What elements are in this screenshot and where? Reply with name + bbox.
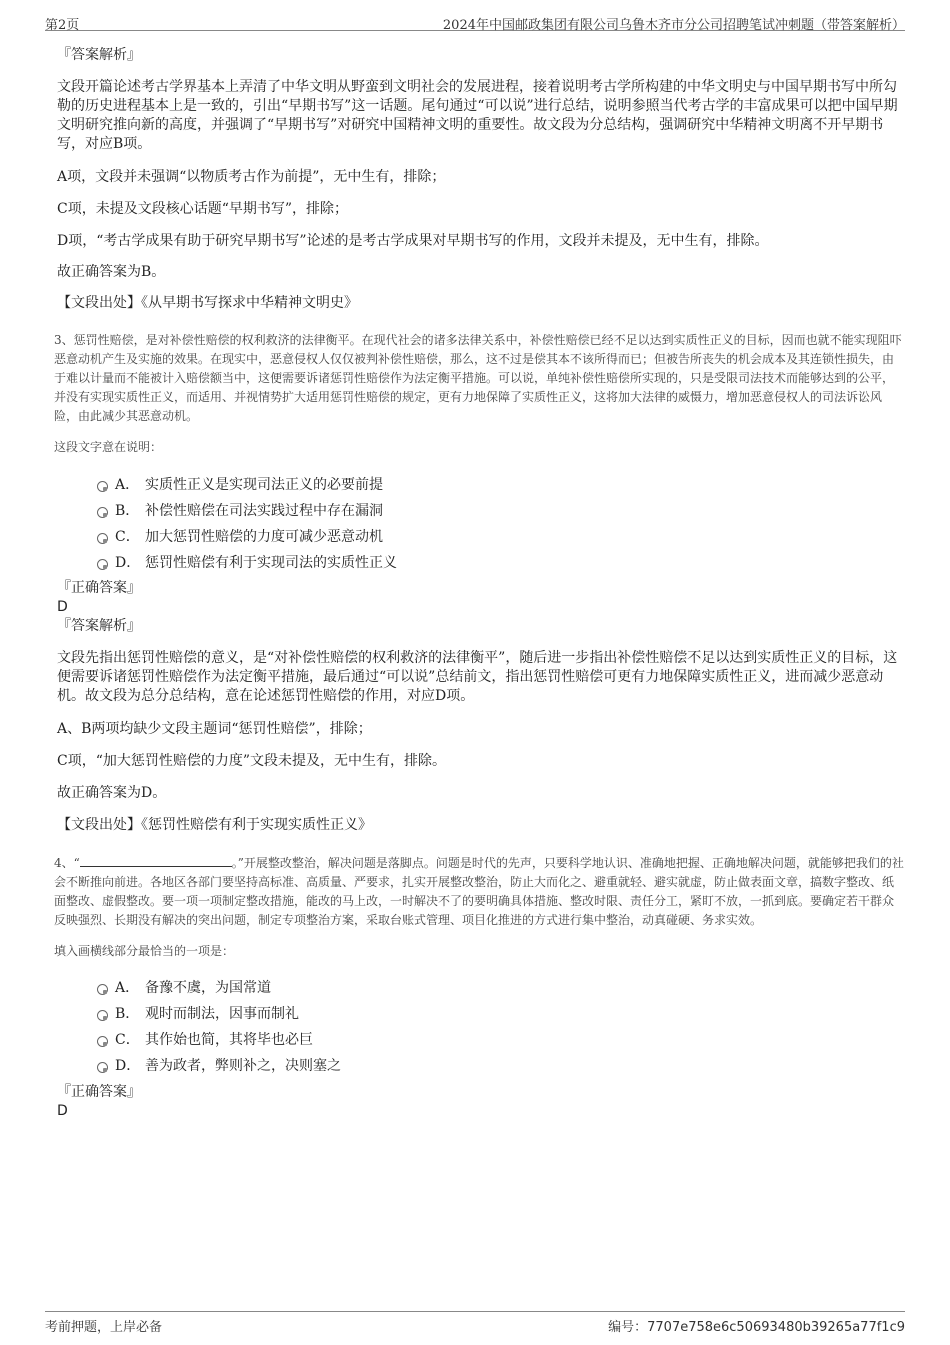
- option-letter: C．: [115, 1032, 140, 1048]
- footer-code: [608, 1316, 905, 1335]
- q2-explain-c: C项，未提及文段核心话题“早期书写”，排除；: [57, 201, 349, 217]
- option-letter: B．: [115, 1006, 140, 1022]
- radio-icon[interactable]: [97, 507, 108, 518]
- option-text: 其作始也简，其将毕也必巨: [145, 1032, 313, 1048]
- radio-icon[interactable]: [97, 984, 108, 995]
- fill-blank: [80, 854, 232, 867]
- q4-option-c[interactable]: [57, 1027, 905, 1053]
- option-text: 惩罚性赔偿有利于实现司法的实质性正义: [145, 555, 397, 571]
- q2-explain-d: D项，“考古学成果有助于研究早期书写”论述的是考古学成果对早期书写的作用，文段并未提及，无中生有，排除。: [57, 233, 769, 249]
- radio-icon[interactable]: [97, 1036, 108, 1047]
- option-letter: D．: [115, 555, 141, 571]
- q3-analysis-tag: 『答案解析』: [57, 618, 141, 634]
- option-letter: D．: [115, 1058, 141, 1074]
- radio-icon[interactable]: [97, 1062, 108, 1073]
- option-letter: A．: [115, 477, 140, 493]
- radio-icon[interactable]: [97, 481, 108, 492]
- q4-question: [54, 854, 905, 930]
- q2-source: 【文段出处】《从早期书写探求中华精神文明史》: [57, 295, 358, 311]
- page-number: 第2页: [45, 18, 80, 33]
- q4-options: [57, 975, 905, 1079]
- q3-explain-c: C项，“加大惩罚性赔偿的力度”文段未提及，无中生有，排除。: [57, 753, 447, 769]
- q4-option-d[interactable]: [57, 1053, 905, 1079]
- q4-question-prefix: 4、“: [54, 856, 80, 870]
- q3-explain-ab: A、B两项均缺少文段主题词“惩罚性赔偿”，排除；: [57, 721, 372, 737]
- document-title: 2024年中国邮政集团有限公司乌鲁木齐市分公司招聘笔试冲刺题（带答案解析）: [442, 18, 905, 33]
- q2-analysis-tag: 『答案解析』: [57, 47, 141, 63]
- page-footer: [45, 1311, 905, 1342]
- option-letter: B．: [115, 503, 140, 519]
- option-text: 加大惩罚性赔偿的力度可减少恶意动机: [145, 529, 383, 545]
- q3-answer-tag: 『正确答案』: [57, 580, 141, 596]
- q4-option-a[interactable]: [57, 975, 905, 1001]
- q4-option-b[interactable]: [57, 1001, 905, 1027]
- q3-answer: D: [57, 599, 68, 615]
- radio-icon[interactable]: [97, 1010, 108, 1021]
- option-letter: C．: [115, 529, 140, 545]
- q3-prompt: 这段文字意在说明：: [54, 440, 163, 454]
- q4-answer: D: [57, 1103, 68, 1119]
- q4-prompt: 填入画横线部分最恰当的一项是：: [54, 944, 235, 958]
- q3-final-answer: 故正确答案为D。: [57, 785, 167, 801]
- q3-option-b[interactable]: [57, 498, 905, 524]
- q3-source: 【文段出处】《惩罚性赔偿有利于实现实质性正义》: [57, 817, 372, 833]
- page-content: [54, 45, 905, 1120]
- option-text: 备豫不虞，为国常道: [145, 980, 271, 996]
- q3-option-d[interactable]: [57, 550, 905, 576]
- option-text: 善为政者，弊则补之，决则塞之: [145, 1058, 341, 1074]
- radio-icon[interactable]: [97, 559, 108, 570]
- q3-option-c[interactable]: [57, 524, 905, 550]
- option-text: 观时而制法，因事而制礼: [145, 1006, 299, 1022]
- q2-final-answer: 故正确答案为B。: [57, 264, 166, 280]
- option-text: 实质性正义是实现司法正义的必要前提: [145, 477, 383, 493]
- q2-analysis: 文段开篇论述考古学界基本上弄清了中华文明从野蛮到文明社会的发展进程，接着说明考古学所构建的中华文明史与中国早期书写中所勾勒的历史进程基本上是一致的，引出“早期书写”这一话题。尾句通过“可以说”进行总结，说明参照当代考古学的丰富成果可以把中国早期文明研究推向新的高度，并强调了“早期书写”对研究中国精神文明的重要性。故文段为分总结构，强调研究中华精神文明离不开早期书写，对应B项。: [57, 79, 898, 152]
- q3-option-a[interactable]: [57, 472, 905, 498]
- q4-answer-tag: 『正确答案』: [57, 1084, 141, 1100]
- option-letter: A．: [115, 980, 140, 996]
- q3-options: [57, 472, 905, 576]
- q4-question-body: 。”开展整改整治，解决问题是落脚点。问题是时代的先声，只要科学地认识、准确地把握、正确地解决问题，就能够把我们的社会不断推向前进。各地区各部门要坚持高标准、高质量、严要求，扎实开展整改整治，防止大而化之、避重就轻、避实就虚，防止做表面文章，搞数字整改、纸面整改、虚假整改。要一项一项制定整改措施，能改的马上改，一时解决不了的要明确具体措施、整改时限、责任分工，紧盯不放，一抓到底。要确定若干群众反映强烈、长期没有解决的突出问题，制定专项整治方案，采取台账式管理、项目化推进的方式进行集中整治，动真碰硬、务求实效。: [54, 856, 904, 927]
- q2-explain-a: A项，文段并未强调“以物质考古作为前提”，无中生有，排除；: [57, 169, 446, 185]
- footer-slogan: 考前押题，上岸必备: [45, 1320, 163, 1335]
- q3-question: 3、惩罚性赔偿，是对补偿性赔偿的权利救济的法律衡平。在现代社会的诸多法律关系中，补偿性赔偿已经不足以达到实质性正义的目标，因而也就不能实现阻吓恶意动机产生及实施的效果。在现实中，恶意侵权人仅仅被判补偿性赔偿，那么，这不过是偿其本不该所得而已；但被告所丧失的机会成本及其连锁性损失，由于难以计量而不能被计入赔偿额当中，这便需要诉诸惩罚性赔偿作为法定衡平措施。可以说，单纯补偿性赔偿所实现的，只是受限司法技术而能够达到的公平，并没有实现实质性正义，而适用、并视情势扩大适用惩罚性赔偿的规定，更有力地保障了实质性正义，这将加大法律的威慑力，增加恶意侵权人的司法诉讼风险，由此减少其恶意动机。: [54, 333, 902, 423]
- radio-icon[interactable]: [97, 533, 108, 544]
- page-header: [45, 8, 905, 31]
- q3-analysis: 文段先指出惩罚性赔偿的意义，是“对补偿性赔偿的权利救济的法律衡平”，随后进一步指出补偿性赔偿不足以达到实质性正义的目标，这便需要诉诸惩罚性赔偿作为法定衡平措施，最后通过“可以说”总结前文，指出惩罚性赔偿可更有力地保障实质性正义，进而减少恶意动机。故文段为总分总结构，意在论述惩罚性赔偿的作用，对应D项。: [57, 650, 898, 704]
- option-text: 补偿性赔偿在司法实践过程中存在漏洞: [145, 503, 383, 519]
- footer-code-label: 编号：: [608, 1320, 648, 1335]
- footer-code-value: 7707e758e6c50693480b39265a77f1c9: [647, 1320, 905, 1335]
